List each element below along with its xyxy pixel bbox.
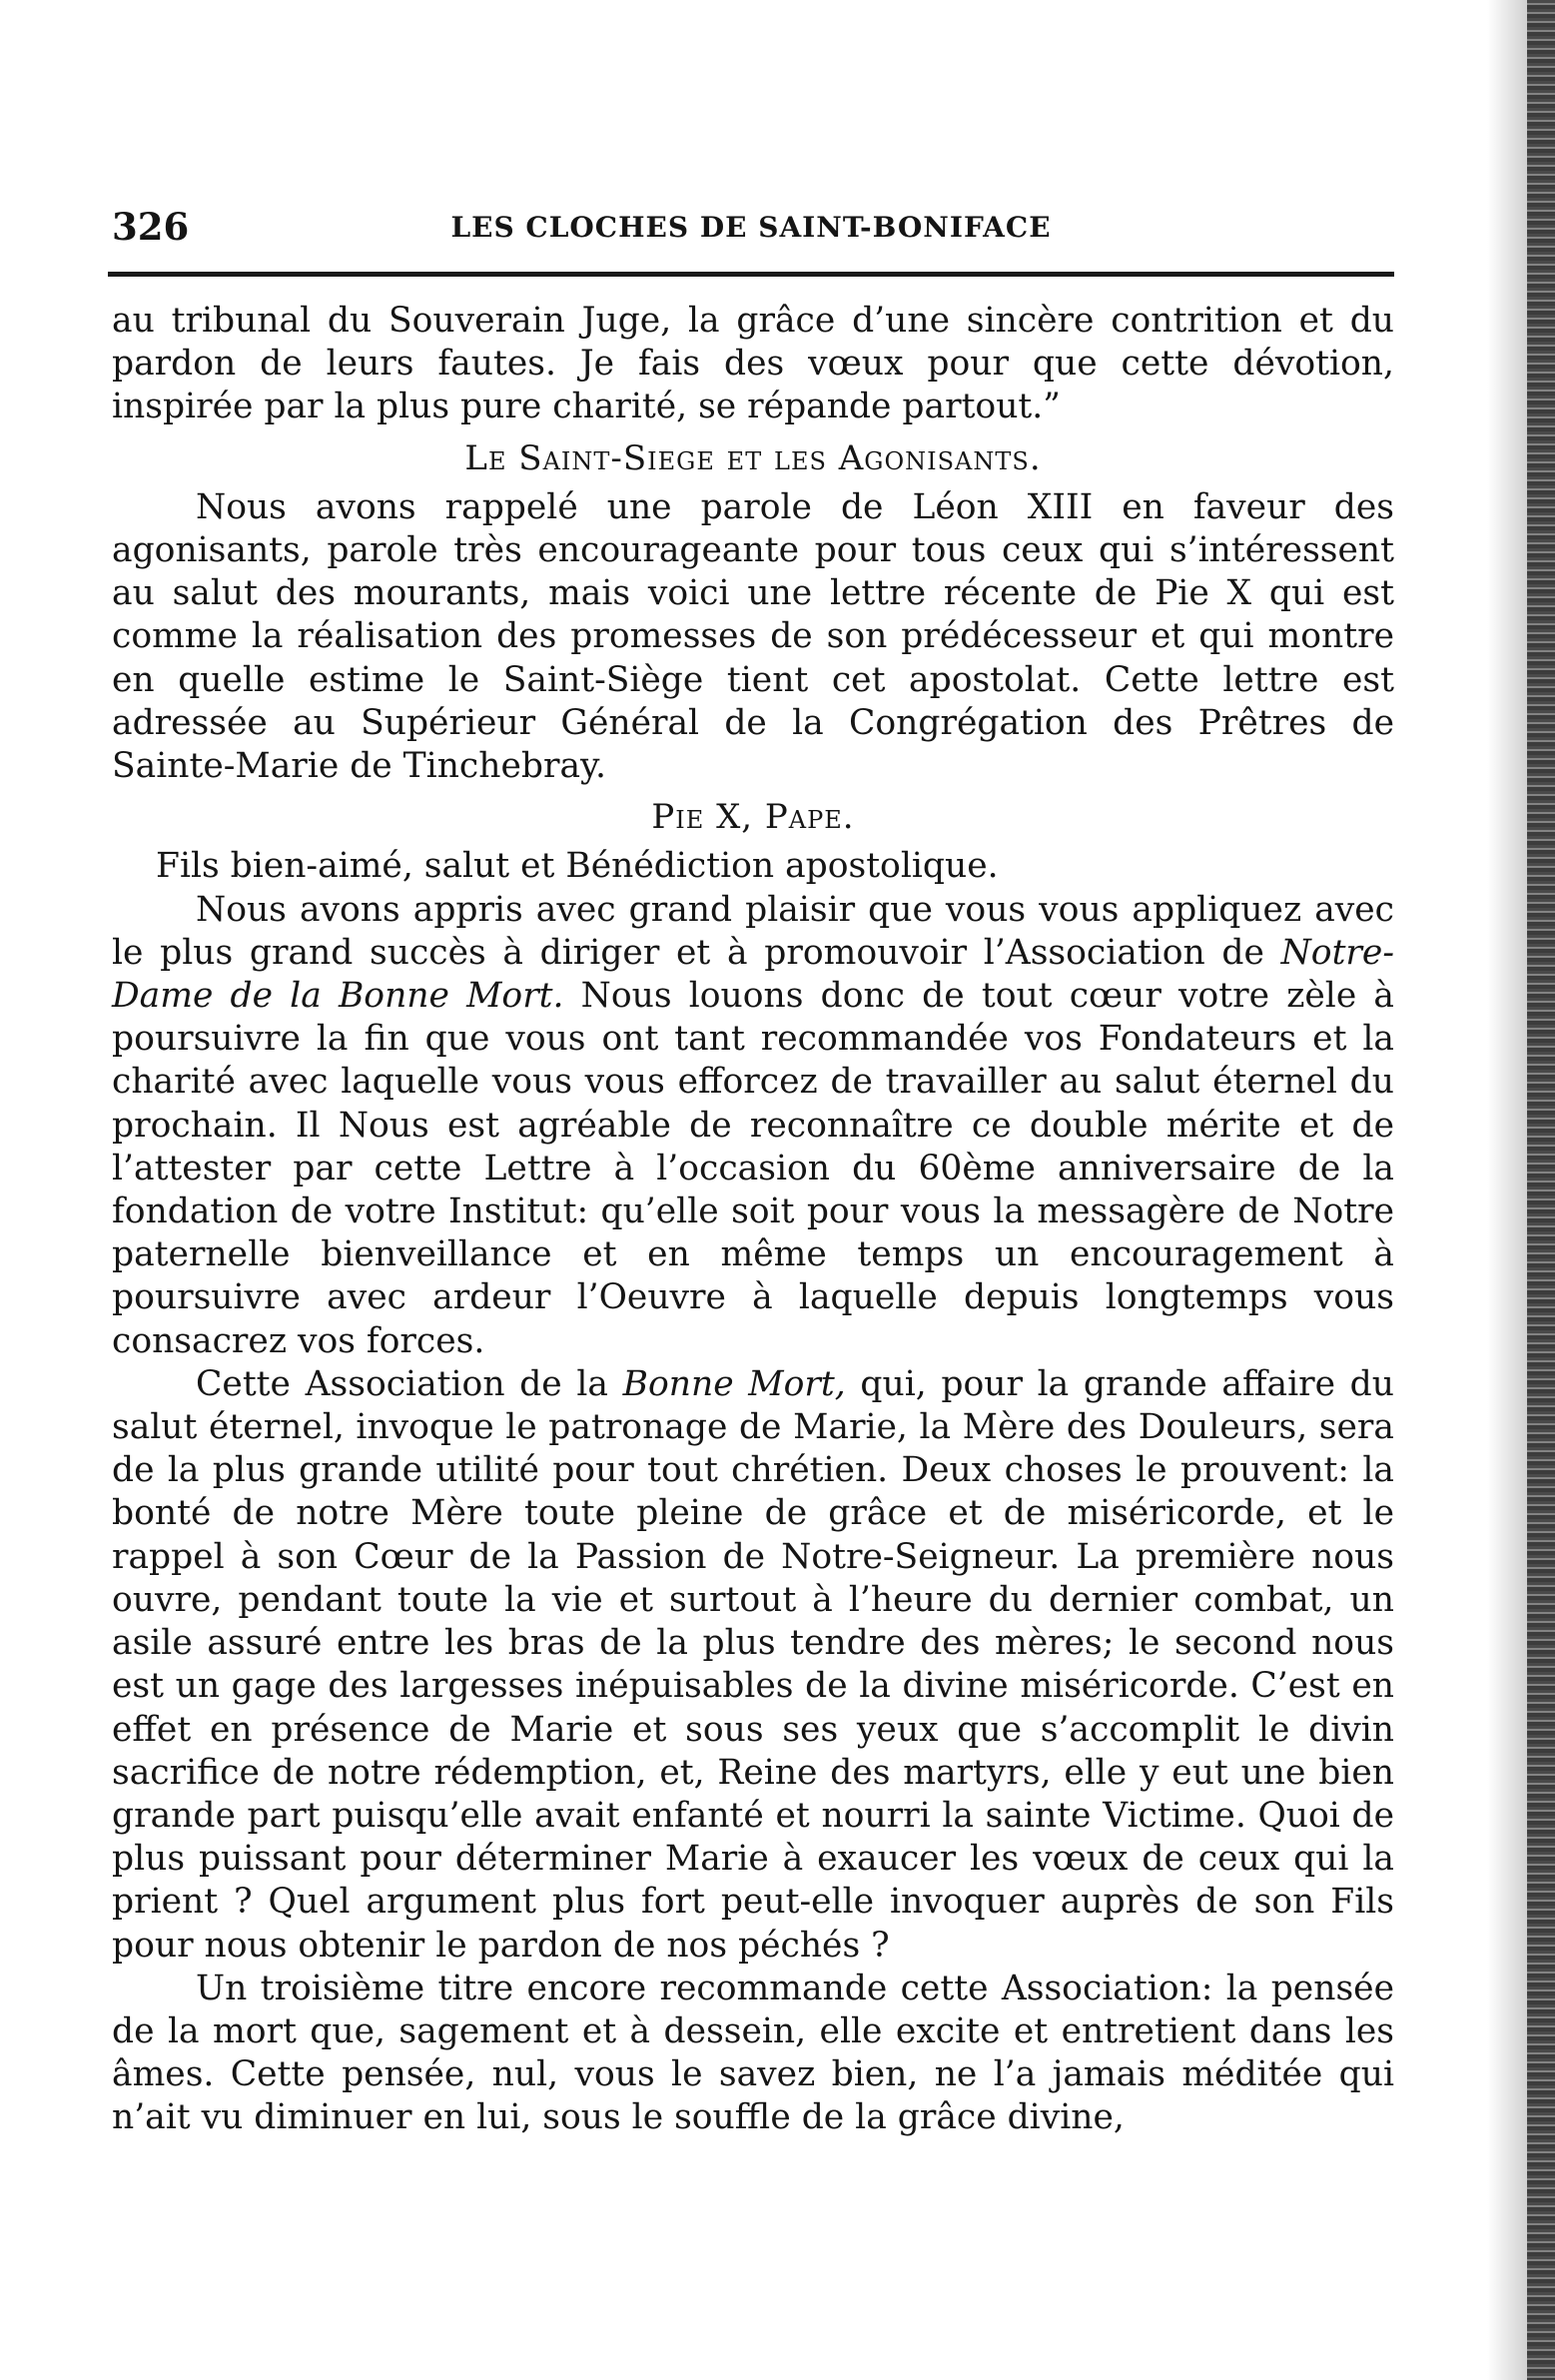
- section-heading: Le Saint-Siege et les Agonisants.: [464, 437, 1042, 478]
- body-text: [112, 300, 1394, 2140]
- paragraph-letter-2: [112, 1363, 1394, 1968]
- paragraph-text: Nous louons donc de tout cœur votre zèle à poursuivre la fin que vous ont tant recommandée vos Fondateurs et la charité avec laquelle vous vous efforcez de travailler au salut éternel du prochain. Il Nous est agréable de reconnaître ce double mérite et de l’attester par cette Lettre à l’occasion du 60ème anniversaire de la fondation de votre Institut: qu’elle soit pour vous la messagère de Notre paternelle bienveillance et en même temps un encouragement à poursuivre avec ardeur l’Oeuvre à laquelle depuis longtemps vous consacrez vos forces.: [112, 976, 1394, 1361]
- italic-title: Bonne Mort,: [622, 1363, 846, 1404]
- paragraph-letter-1: [112, 889, 1394, 1363]
- page-number: 326: [112, 205, 190, 249]
- paragraph-text: Nous avons appris avec grand plaisir que vous vous appliquez avec le plus grand succès à diriger et à promouvoir l’Association de: [112, 889, 1394, 973]
- paragraph-text: Cette Association de la: [196, 1363, 623, 1404]
- italic-title: Notre-Dame de la Bonne Mort.: [112, 932, 1394, 1017]
- page-header: [108, 205, 1394, 255]
- paragraph-continuation: au tribunal du Souverain Juge, la grâce d’une sincère contrition et du pardon de leurs fautes. Je fais des vœux pour que cette dévotion, inspirée par la plus pure charité, se répande partout.”: [112, 301, 1394, 427]
- paragraph-text: qui, pour la grande affaire du salut éternel, invoque le patronage de Marie, la Mère des Douleurs, sera de la plus grande utilité pour tout chrétien. Deux choses le prouvent: la bonté de notre Mère toute pleine de grâce et de miséricorde, et le rappel à son Cœur de la Passion de Notre-Seigneur. La première nous ouvre, pendant toute la vie et surtout à l’heure du dernier combat, un asile assuré entre les bras de la plus tendre des mères; le second nous est un gage des largesses inépuisables de la divine miséricorde. C’est en effet en présence de Marie et sous ses yeux que s’accomplit le divin sacrifice de notre rédemption, et, Reine des martyrs, elle y eut une bien grande part puisqu’elle avait enfanté et nourri la sainte Victime. Quoi de plus puissant pour déterminer Marie à exaucer les vœux de ceux qui la prient ? Quel argument plus fort peut-elle invoquer auprès de son Fils pour nous obtenir le pardon de nos péchés ?: [112, 1363, 1394, 1966]
- running-head: LES CLOCHES DE SAINT-BONIFACE: [450, 211, 1052, 244]
- binding-shadow: [1487, 0, 1527, 2380]
- paragraph-letter-3: Un troisième titre encore recommande cette Association: la pensée de la mort que, sagement et à dessein, elle excite et entretient dans les âmes. Cette pensée, nul, vous le savez bien, ne l’a jamais méditée qui n’ait vu diminuer en lui, sous le souffle de la grâce divine,: [112, 1968, 1394, 2138]
- salutation: Fils bien-aimé, salut et Bénédiction apostolique.: [156, 846, 999, 887]
- binding-edge: [1527, 0, 1555, 2380]
- header-rule: [108, 272, 1394, 277]
- letter-heading: Pie X, Pape.: [651, 797, 855, 838]
- paragraph-intro: Nous avons rappelé une parole de Léon XIII en faveur des agonisants, parole très encourageante pour tous ceux qui s’intéressent au salut des mourants, mais voici une lettre récente de Pie X qui est comme la réalisation des promesses de son prédécesseur et qui montre en quelle estime le Saint-Siège tient cet apostolat. Cette lettre est adressée au Supérieur Général de la Congrégation des Prêtres de Sainte-Marie de Tinchebray.: [112, 486, 1394, 787]
